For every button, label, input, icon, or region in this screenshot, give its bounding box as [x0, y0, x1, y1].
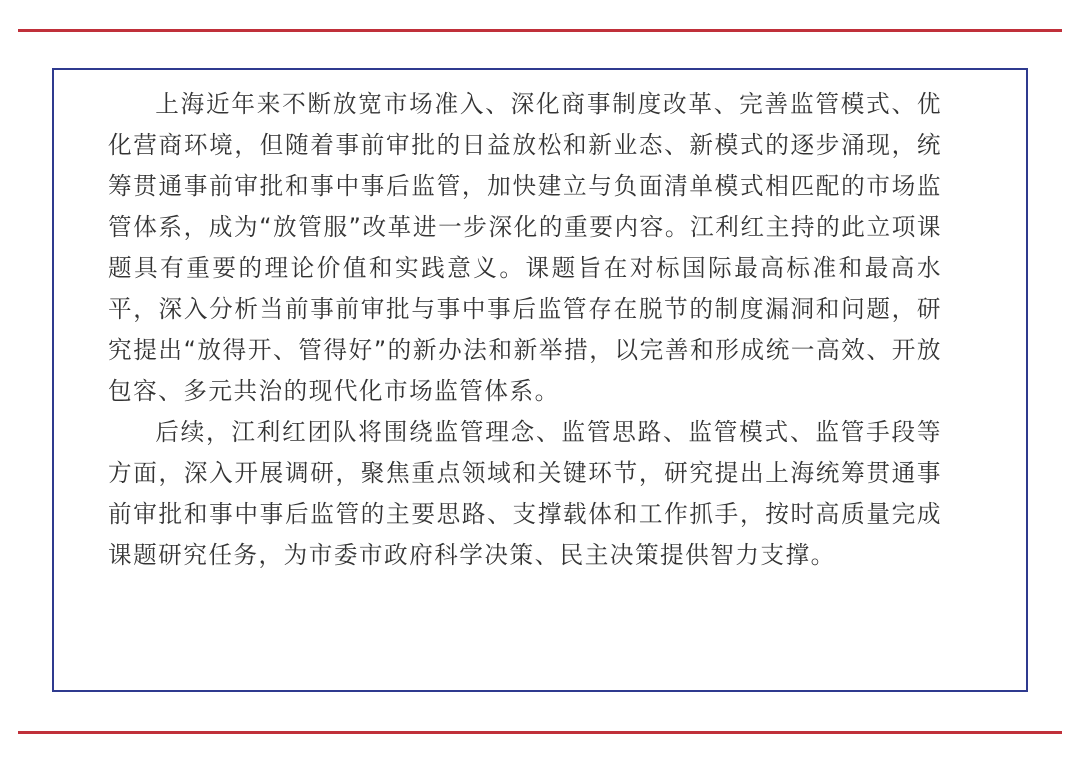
paragraph-2: 后续，江利红团队将围绕监管理念、监管思路、监管模式、监管手段等方面，深入开展调研，聚焦重点领域和关键环节，研究提出上海统筹贯通事前审批和事中事后监管的主要思路、支撑载体和工作抓手，按时高质量完成课题研究任务，为市委市政府科学决策、民主决策提供智力支撑。	[108, 418, 942, 569]
paragraph-1: 上海近年来不断放宽市场准入、深化商事制度改革、完善监管模式、优化营商环境，但随着事前审批的日益放松和新业态、新模式的逐步涌现，统筹贯通事前审批和事中事后监管，加快建立与负面清单模式相匹配的市场监管体系，成为“放管服”改革进一步深化的重要内容。江利红主持的此立项课题具有重要的理论价值和实践意义。课题旨在对标国际最高标准和最高水平，深入分析当前事前审批与事中事后监管存在脱节的制度漏洞和问题，研究提出“放得开、管得好”的新办法和新举措，以完善和形成统一高效、开放包容、多元共治的现代化市场监管体系。	[108, 90, 942, 405]
article-body	[108, 84, 942, 576]
bottom-red-rule	[18, 731, 1062, 734]
top-red-rule	[18, 29, 1062, 32]
